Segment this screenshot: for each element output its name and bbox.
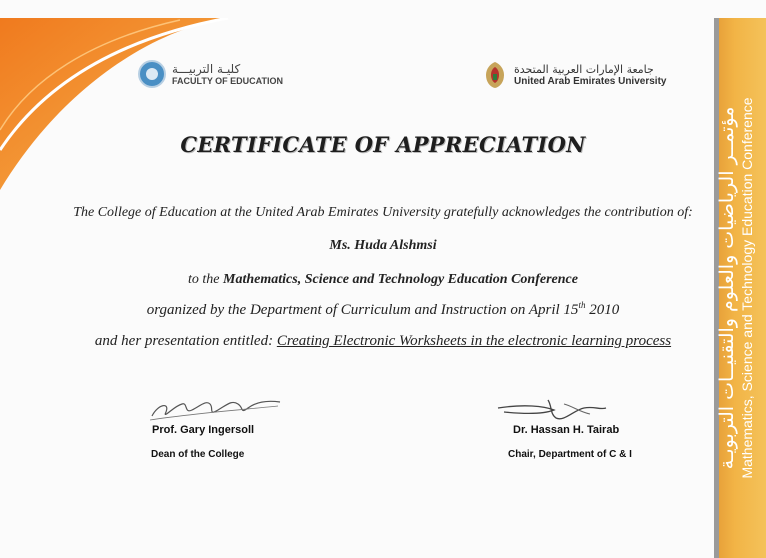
right-signatory-role: Chair, Department of C & I: [508, 449, 632, 460]
organizer-year: 2010: [585, 302, 620, 318]
side-banner-text: [716, 28, 764, 548]
presentation-prefix: and her presentation entitled:: [94, 333, 274, 349]
presentation-title: Creating Electronic Worksheets in the electronic learning process: [276, 333, 672, 349]
uaeu-logo-arabic: جامعة الإمارات العربية المتحدة: [514, 62, 654, 76]
faculty-logo-english: FACULTY OF EDUCATION: [172, 75, 283, 86]
left-signatory-role: Dean of the College: [151, 449, 245, 460]
conference-line: [0, 272, 766, 288]
uaeu-logo: [482, 60, 666, 90]
right-signature: [494, 396, 614, 424]
recipient-name: Ms. Huda Alshmsi: [329, 238, 437, 253]
uaeu-logo-english: United Arab Emirates University: [514, 75, 667, 87]
side-banner-arabic: مؤتمــر الرياضيات والعلوم والتقنيــات التربويـة: [716, 106, 738, 470]
corner-swoosh-decoration: [0, 0, 300, 200]
conference-name: Mathematics, Science and Technology Education Conference: [223, 272, 578, 287]
acknowledgement-line: The College of Education at the United Arab Emirates University gratefully acknowledges the contribution of:: [73, 205, 693, 220]
falcon-emblem-icon: [482, 60, 508, 90]
organizer-text: organized by the Department of Curriculum and Instruction on April 15: [146, 302, 579, 318]
conference-prefix: to the: [188, 272, 220, 287]
faculty-logo-arabic: كليـة التربيـــة: [172, 61, 241, 76]
left-signature: [148, 394, 288, 424]
faculty-seal-icon: [138, 60, 166, 88]
date-ordinal: th: [578, 300, 586, 310]
faculty-of-education-logo: [138, 60, 283, 88]
certificate-title: CERTIFICATE OF APPRECIATION: [180, 132, 586, 157]
left-signatory-name: Prof. Gary Ingersoll: [152, 424, 255, 436]
presentation-line: [0, 333, 766, 350]
right-signatory-name: Dr. Hassan H. Tairab: [513, 424, 620, 436]
side-banner-english: Mathematics, Science and Technology Education Conference: [739, 97, 755, 479]
organizer-line: [0, 300, 766, 319]
